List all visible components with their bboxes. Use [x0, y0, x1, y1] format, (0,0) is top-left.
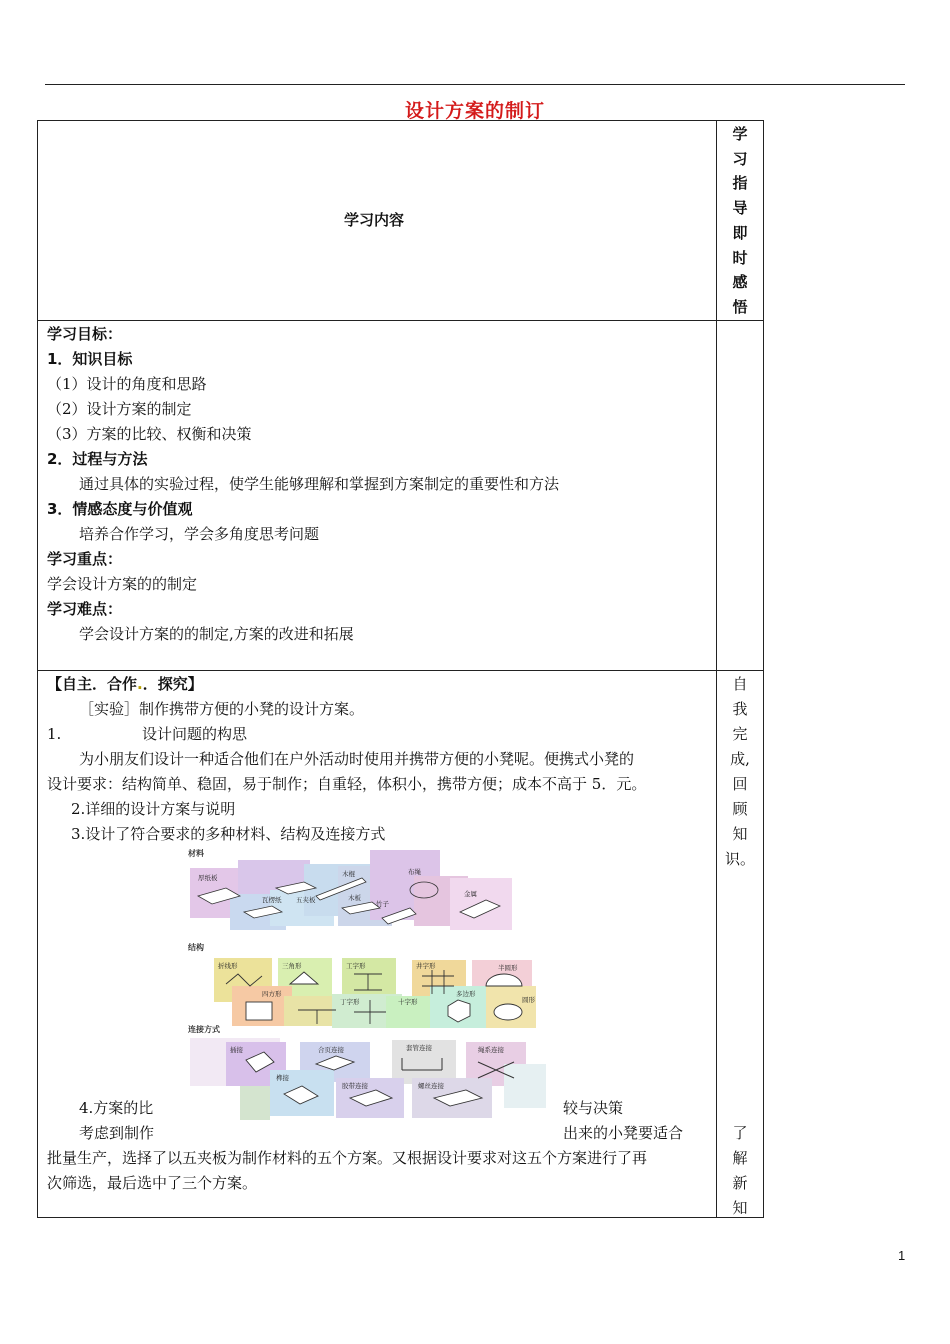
- page-title: 设计方案的制订: [404, 100, 545, 122]
- key-point-text: 学会设计方案的的制定: [47, 575, 198, 593]
- key-point-heading: 学习重点：: [47, 550, 123, 568]
- join-label: 绳系连接: [478, 1046, 504, 1054]
- join-label: 胶带连接: [342, 1082, 368, 1090]
- join-card: [504, 1064, 546, 1108]
- side-note-review: 自 我 完 成, 回 顾 知 识。: [724, 675, 755, 868]
- structure-label: 工字形: [346, 962, 366, 970]
- joins-section-label: 连接方式: [188, 1025, 220, 1034]
- knowledge-item: （1）设计的角度和思路: [47, 375, 207, 393]
- knowledge-heading: 1．知识目标: [47, 350, 133, 368]
- table-row-divider: [37, 320, 764, 321]
- process-text: 通过具体的实验过程，使学生能够理解和掌握到方案制定的重要性和方法: [79, 475, 560, 493]
- paragraph-line: 为小朋友们设计一种适合他们在户外活动时使用并携带方便的小凳呢。便携式小凳的: [79, 750, 635, 768]
- material-label: 厚纸板: [198, 874, 218, 882]
- material-label: 瓦楞纸: [262, 896, 282, 904]
- item4-text-left: 4.方案的比: [79, 1099, 154, 1117]
- difficulty-text: 学会设计方案的的制定,方案的改进和拓展: [79, 625, 354, 643]
- paragraph-line: 次筛选，最后选中了三个方案。: [47, 1174, 258, 1192]
- material-label: 布绳: [408, 868, 421, 876]
- material-label: 木棍: [342, 870, 355, 878]
- join-label: 插接: [230, 1046, 243, 1054]
- structure-label: 圆形: [522, 996, 535, 1004]
- structure-label: 三角形: [282, 962, 302, 970]
- structure-label: 十字形: [398, 998, 418, 1006]
- paragraph-line: 批量生产，选择了以五夹板为制作材料的五个方案。又根据设计要求对这五个方案进行了再: [47, 1149, 648, 1167]
- objectives-heading: 学习目标：: [47, 325, 123, 343]
- table-row-divider: [37, 670, 764, 671]
- paragraph-line: 考虑到制作: [79, 1124, 155, 1142]
- structure-label: 四方形: [262, 990, 282, 998]
- structure-label: 丁字形: [340, 998, 360, 1006]
- item1-number: 1.: [47, 725, 62, 743]
- experiment-text: ［实验］制作携带方便的小凳的设计方案。: [79, 700, 365, 718]
- structure-label: 半圆形: [498, 964, 518, 972]
- circle-sketch: [494, 1004, 522, 1020]
- materials-structures-joins-figure: [186, 846, 548, 1120]
- inquiry-heading: 【自主．合作.．探究】: [47, 675, 203, 693]
- content-column-header: 学习内容: [344, 211, 405, 229]
- material-label: 金属: [464, 890, 477, 898]
- paragraph-line: 设计要求：结构简单、稳固，易于制作；自重轻，体积小，携带方便；成本不高于 5．元。: [47, 775, 647, 793]
- difficulty-heading: 学习难点：: [47, 600, 123, 618]
- process-heading: 2．过程与方法: [47, 450, 148, 468]
- knowledge-item: （3）方案的比较、权衡和决策: [47, 425, 252, 443]
- structure-section-label: 结构: [188, 943, 204, 952]
- material-label: 五夹板: [296, 896, 316, 904]
- knowledge-item: （2）设计方案的制定: [47, 400, 192, 418]
- join-card: [240, 1086, 270, 1120]
- side-column-header: 学 习 指 导 即 时 感 悟: [732, 125, 748, 316]
- square-sketch: [246, 1002, 272, 1020]
- structure-label: 折线形: [218, 962, 238, 970]
- join-label: 螺丝连接: [418, 1082, 444, 1090]
- side-note-new-knowledge: 了 解 新 知: [732, 1124, 748, 1217]
- material-label: 木板: [348, 894, 361, 902]
- item1-text: 设计问题的构思: [142, 725, 248, 743]
- materials-section-label: 材料: [188, 849, 204, 858]
- join-label: 榫接: [276, 1074, 289, 1082]
- material-label: 竹子: [376, 900, 389, 908]
- dot-mark: .: [137, 675, 143, 693]
- item2-text: 2.详细的设计方案与说明: [71, 800, 236, 818]
- join-label: 套管连接: [406, 1044, 432, 1052]
- join-label: 合页连接: [318, 1046, 344, 1054]
- header-rule: [45, 84, 905, 85]
- emotion-heading: 3．情感态度与价值观: [47, 500, 193, 518]
- page-number: 1: [898, 1248, 906, 1263]
- structure-label: 多边形: [456, 990, 476, 998]
- paragraph-line: 出来的小凳要适合: [563, 1124, 684, 1142]
- emotion-text: 培养合作学习，学会多角度思考问题: [79, 525, 320, 543]
- structure-label: 井字形: [416, 962, 436, 970]
- item4-text-right: 较与决策: [563, 1099, 624, 1117]
- item3-text: 3.设计了符合要求的多种材料、结构及连接方式: [71, 825, 386, 843]
